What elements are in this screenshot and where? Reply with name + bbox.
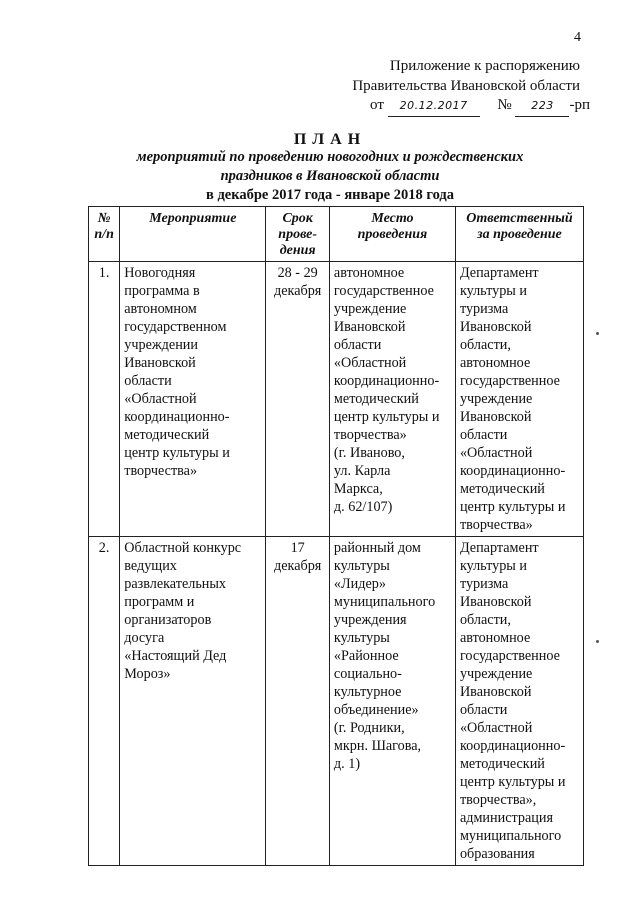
header-date-line: Срок [282, 211, 313, 226]
header-num-line: п/п [94, 227, 114, 242]
cell-line: Ивановской [459, 409, 532, 425]
cell-line: государственное [459, 648, 560, 664]
cell-line: туризма [459, 576, 509, 592]
cell-line: области [459, 427, 508, 443]
cell-line: центр культуры и [459, 774, 566, 790]
cell-line: культурное [333, 684, 402, 700]
cell-line: области [459, 702, 508, 718]
cell-line: координационно- [124, 409, 230, 425]
cell-line: координационно- [459, 738, 566, 754]
cell-line: области, [459, 337, 511, 353]
cell-line: Ивановской [459, 594, 532, 610]
header-resp-line: Ответственный [466, 211, 573, 226]
header-resp-line: за проведение [477, 227, 562, 242]
row-event [120, 537, 266, 866]
cell-line: ведущих [124, 558, 177, 574]
cell-line: администрация [459, 810, 553, 826]
annex-date-number-line [354, 95, 590, 117]
cell-line: «Лидер» [333, 576, 386, 592]
plan-subtitle-2: праздников в Ивановской области [220, 168, 440, 184]
cell-line: ул. Карла [333, 463, 391, 479]
events-table [88, 206, 584, 866]
cell-line: муниципального [333, 594, 436, 610]
table-row [89, 262, 584, 537]
cell-line: (г. Иваново, [333, 445, 405, 461]
row-responsible [455, 262, 583, 537]
cell-line: области, [459, 612, 511, 628]
cell-line: «Областной [459, 720, 533, 736]
cell-line: досуга [124, 630, 165, 646]
page-number: 4 [574, 30, 581, 45]
cell-line: Департамент [459, 265, 539, 281]
cell-line: «Районное [333, 648, 399, 664]
date-prefix: от [370, 97, 384, 113]
cell-line: Новогодняя [124, 265, 196, 281]
cell-line: программ и [124, 594, 195, 610]
cell-line: «Областной [333, 355, 407, 371]
row-event [120, 262, 266, 537]
cell-line: Маркса, [333, 481, 383, 497]
header-responsible [455, 207, 583, 262]
cell-line: государственное [459, 373, 560, 389]
number-prefix: № [497, 97, 512, 113]
cell-line: 28 - 29 [277, 265, 318, 281]
table-header-row [89, 207, 584, 262]
cell-line: Ивановской [333, 319, 406, 335]
row-num: 2. [89, 537, 120, 866]
cell-line: Мороз» [124, 666, 171, 682]
cell-line: Ивановской [459, 319, 532, 335]
cell-line: Ивановской [124, 355, 196, 371]
cell-line: организаторов [124, 612, 212, 628]
cell-line: центр культуры и [459, 499, 566, 515]
header-place-line: проведения [357, 227, 428, 242]
header-date-line: дения [279, 243, 316, 258]
cell-line: государственном [124, 319, 227, 335]
header-num-line: № [97, 211, 111, 226]
cell-line: координационно- [459, 463, 566, 479]
cell-line: Департамент [459, 540, 539, 556]
cell-line: Областной конкурс [124, 540, 242, 556]
cell-line: социально- [333, 666, 402, 682]
cell-line: «Областной [459, 445, 533, 461]
row-place [329, 262, 455, 537]
cell-line: методический [459, 481, 545, 497]
header-date [266, 207, 330, 262]
cell-line: учреждения [333, 612, 407, 628]
header-place-line: Место [371, 211, 414, 226]
cell-line: программа в [124, 283, 200, 299]
cell-line: культуры [333, 558, 390, 574]
annex-line-1: Приложение к распоряжению [389, 58, 580, 74]
cell-line: культуры и [459, 283, 527, 299]
cell-line: области [333, 337, 382, 353]
cell-line: творчества», [459, 792, 537, 808]
cell-line: автономное [459, 630, 531, 646]
cell-line: «Настоящий Дед [124, 648, 227, 664]
cell-line: (г. Родники, [333, 720, 405, 736]
number-suffix: -рп [569, 97, 590, 113]
row-date [266, 262, 330, 537]
cell-line: методический [124, 427, 210, 443]
table-row [89, 537, 584, 866]
cell-line: творчества» [333, 427, 407, 443]
cell-line: государственное [333, 283, 434, 299]
cell-line: учреждение [333, 301, 407, 317]
cell-line: области [124, 373, 172, 389]
plan-heading: ПЛАН [293, 131, 367, 148]
cell-line: центр культуры и [333, 409, 440, 425]
cell-line: учреждение [459, 666, 533, 682]
cell-line: творчества» [124, 463, 198, 479]
cell-line: декабря [274, 283, 322, 299]
row-place [329, 537, 455, 866]
cell-line: Ивановской [459, 684, 532, 700]
plan-subtitle-3: в декабре 2017 года - январе 2018 года [205, 187, 454, 203]
header-date-line: прове- [278, 227, 318, 242]
cell-line: культуры [333, 630, 390, 646]
row-date [266, 537, 330, 866]
cell-line: развлекательных [124, 576, 227, 592]
cell-line: культуры и [459, 558, 527, 574]
plan-subtitle-1: мероприятий по проведению новогодних и рождественских [136, 149, 524, 165]
cell-line: автономное [333, 265, 405, 281]
number-value: 223 [515, 96, 569, 117]
cell-line: методический [459, 756, 545, 772]
cell-line: муниципального [459, 828, 562, 844]
cell-line: творчества» [459, 517, 533, 533]
cell-line: методический [333, 391, 419, 407]
cell-line: 17 [290, 540, 305, 556]
cell-line: д. 62/107) [333, 499, 393, 515]
row-num: 1. [89, 262, 120, 537]
cell-line: д. 1) [333, 756, 361, 772]
date-value: 20.12.2017 [388, 96, 480, 117]
header-place [329, 207, 455, 262]
cell-line: учреждение [459, 391, 533, 407]
header-num [89, 207, 120, 262]
cell-line: автономное [459, 355, 531, 371]
annex-line-2: Правительства Ивановской области [352, 78, 580, 94]
cell-line: автономном [124, 301, 197, 317]
cell-line: координационно- [333, 373, 440, 389]
scan-speck [596, 640, 599, 643]
cell-line: районный дом [333, 540, 421, 556]
cell-line: центр культуры и [124, 445, 230, 461]
cell-line: декабря [274, 558, 322, 574]
cell-line: мкрн. Шагова, [333, 738, 422, 754]
cell-line: учреждении [124, 337, 198, 353]
scan-speck [596, 332, 599, 335]
row-responsible [455, 537, 583, 866]
cell-line: «Областной [124, 391, 197, 407]
cell-line: туризма [459, 301, 509, 317]
cell-line: образования [459, 846, 535, 862]
cell-line: объединение» [333, 702, 419, 718]
header-event: Мероприятие [120, 207, 266, 262]
